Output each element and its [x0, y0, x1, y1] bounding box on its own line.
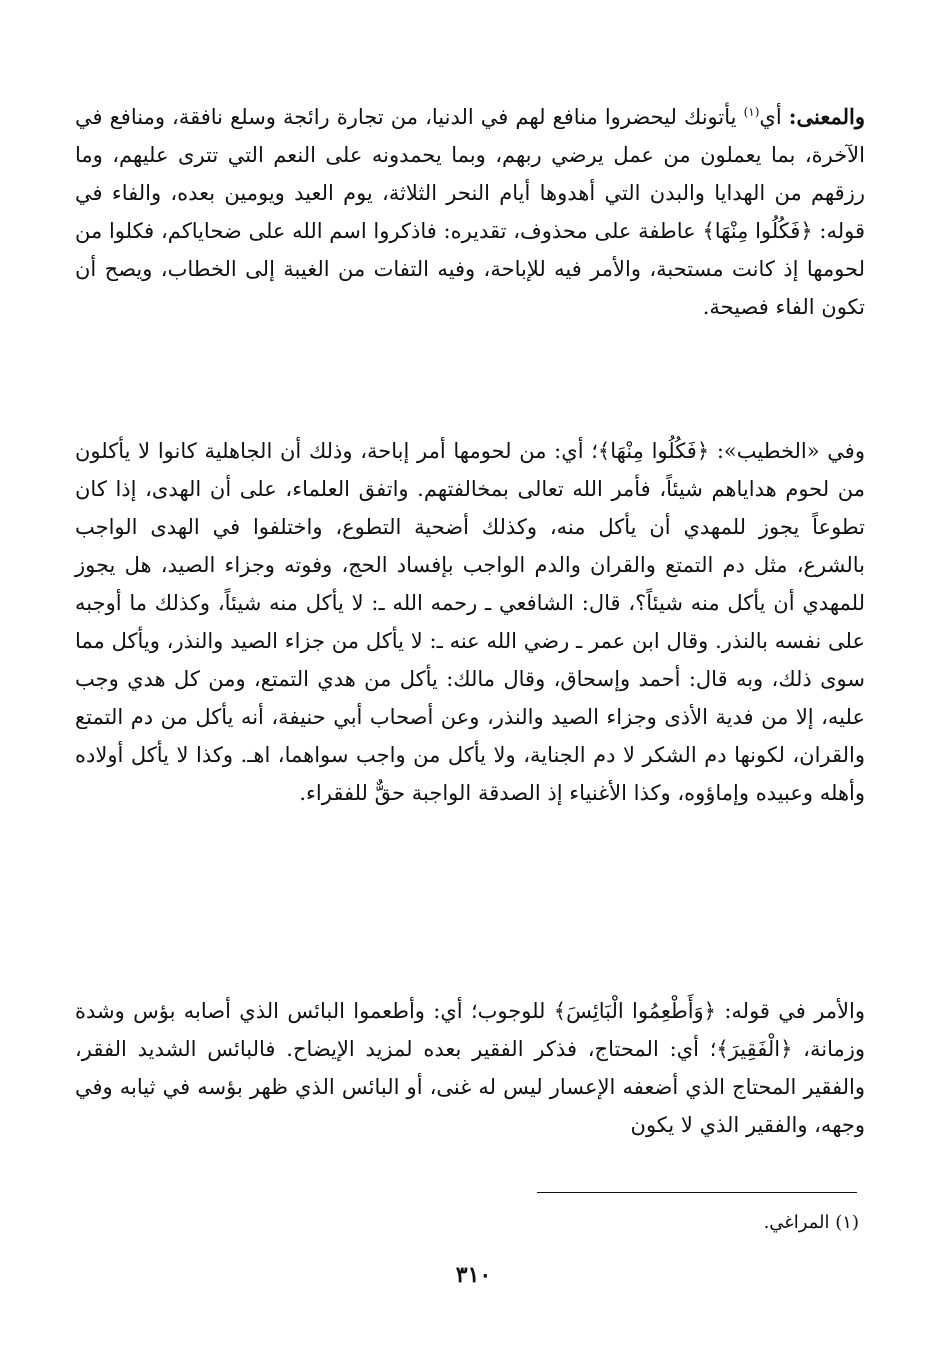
footnote-reference: (١) — [743, 105, 760, 119]
paragraph-lead-word: والمعنى: — [788, 104, 865, 129]
footnote-separator — [537, 1192, 857, 1193]
paragraph-1 — [75, 98, 865, 326]
paragraph-3: والأمر في قوله: ﴿وَأَطْعِمُوا الْبَائِسَ﴾ للوجوب؛ أي: وأطعموا البائس الذي أصابه بؤس وشدة وزمانة، ﴿الْفَقِيرَ﴾؛ أي: المحتاج، فذكر الفقير بعده لمزيد الإيضاح. فالبائس الشديد الفقر، والفقير المحتاج الذي أضعفه الإعسار ليس له غنى، أو البائس الذي ظهر بؤسه في ثيابه وفي وجهه، والفقير الذي لا يكون — [75, 999, 865, 1137]
footnote-text: المراغي. — [763, 1212, 836, 1233]
paragraph-1-before-note: أي — [759, 105, 789, 129]
footnote-number: (١) — [835, 1212, 859, 1233]
paragraph-1-body: يأتونك ليحضروا منافع لهم في الدنيا، من تجارة رائجة وسلع نافقة، ومنافع في الآخرة، بما يعملون من عمل يرضي ربهم، وبما يحمدونه على النعم التي تترى عليهم، وما رزقهم من الهدايا والبدن التي أهدوها أيام النحر الثلاثة، يوم العيد ويومين بعده، والفاء في قوله: ﴿فَكُلُوا مِنْهَا﴾ عاطفة على محذوف، تقديره: فاذكروا اسم الله على ضحاياكم، فكلوا من لحومها إذ كانت مستحبة، والأمر فيه للإباحة، وفيه التفات من الغيبة إلى الخطاب، ويصح أن تكون الفاء فصيحة. — [75, 105, 865, 319]
page-number: ٣١٠ — [455, 1262, 492, 1288]
paragraph-2: وفي «الخطيب»: ﴿فَكُلُوا مِنْهَا﴾؛ أي: من لحومها أمر إباحة، وذلك أن الجاهلية كانوا لا يأكلون من لحوم هداياهم شيئاً، فأمر الله تعالى بمخالفتهم. واتفق العلماء، على أن الهدى، إذا كان تطوعاً يجوز للمهدي أن يأكل منه، وكذلك أضحية التطوع، واختلفوا في الهدى الواجب بالشرع، مثل دم التمتع والقران والدم الواجب بإفساد الحج، وفوته وجزاء الصيد، هل يجوز للمهدي أن يأكل منه شيئاً؟، قال: الشافعي ـ رحمه الله ـ: لا يأكل منه شيئاً، وكذلك ما أوجبه على نفسه بالنذر. وقال ابن عمر ـ رضي الله عنه ـ: لا يأكل من جزاء الصيد والنذر، ويأكل مما سوى ذلك، وبه قال: أحمد وإسحاق، وقال مالك: يأكل من هدي التمتع، ومن كل هدي وجب عليه، إلا من فدية الأذى وجزاء الصيد والنذر، وعن أصحاب أبي حنيفة، أنه يأكل من دم التمتع والقران، لكونها دم الشكر لا دم الجناية، ولا يأكل من واجب سواهما، اهـ. وكذا لا يأكل أولاده وأهله وعبيده وإماؤوه، وكذا الأغنياء إذ الصدقة الواجبة حقٌّ للفقراء. — [75, 439, 865, 805]
footnote — [764, 1210, 859, 1236]
